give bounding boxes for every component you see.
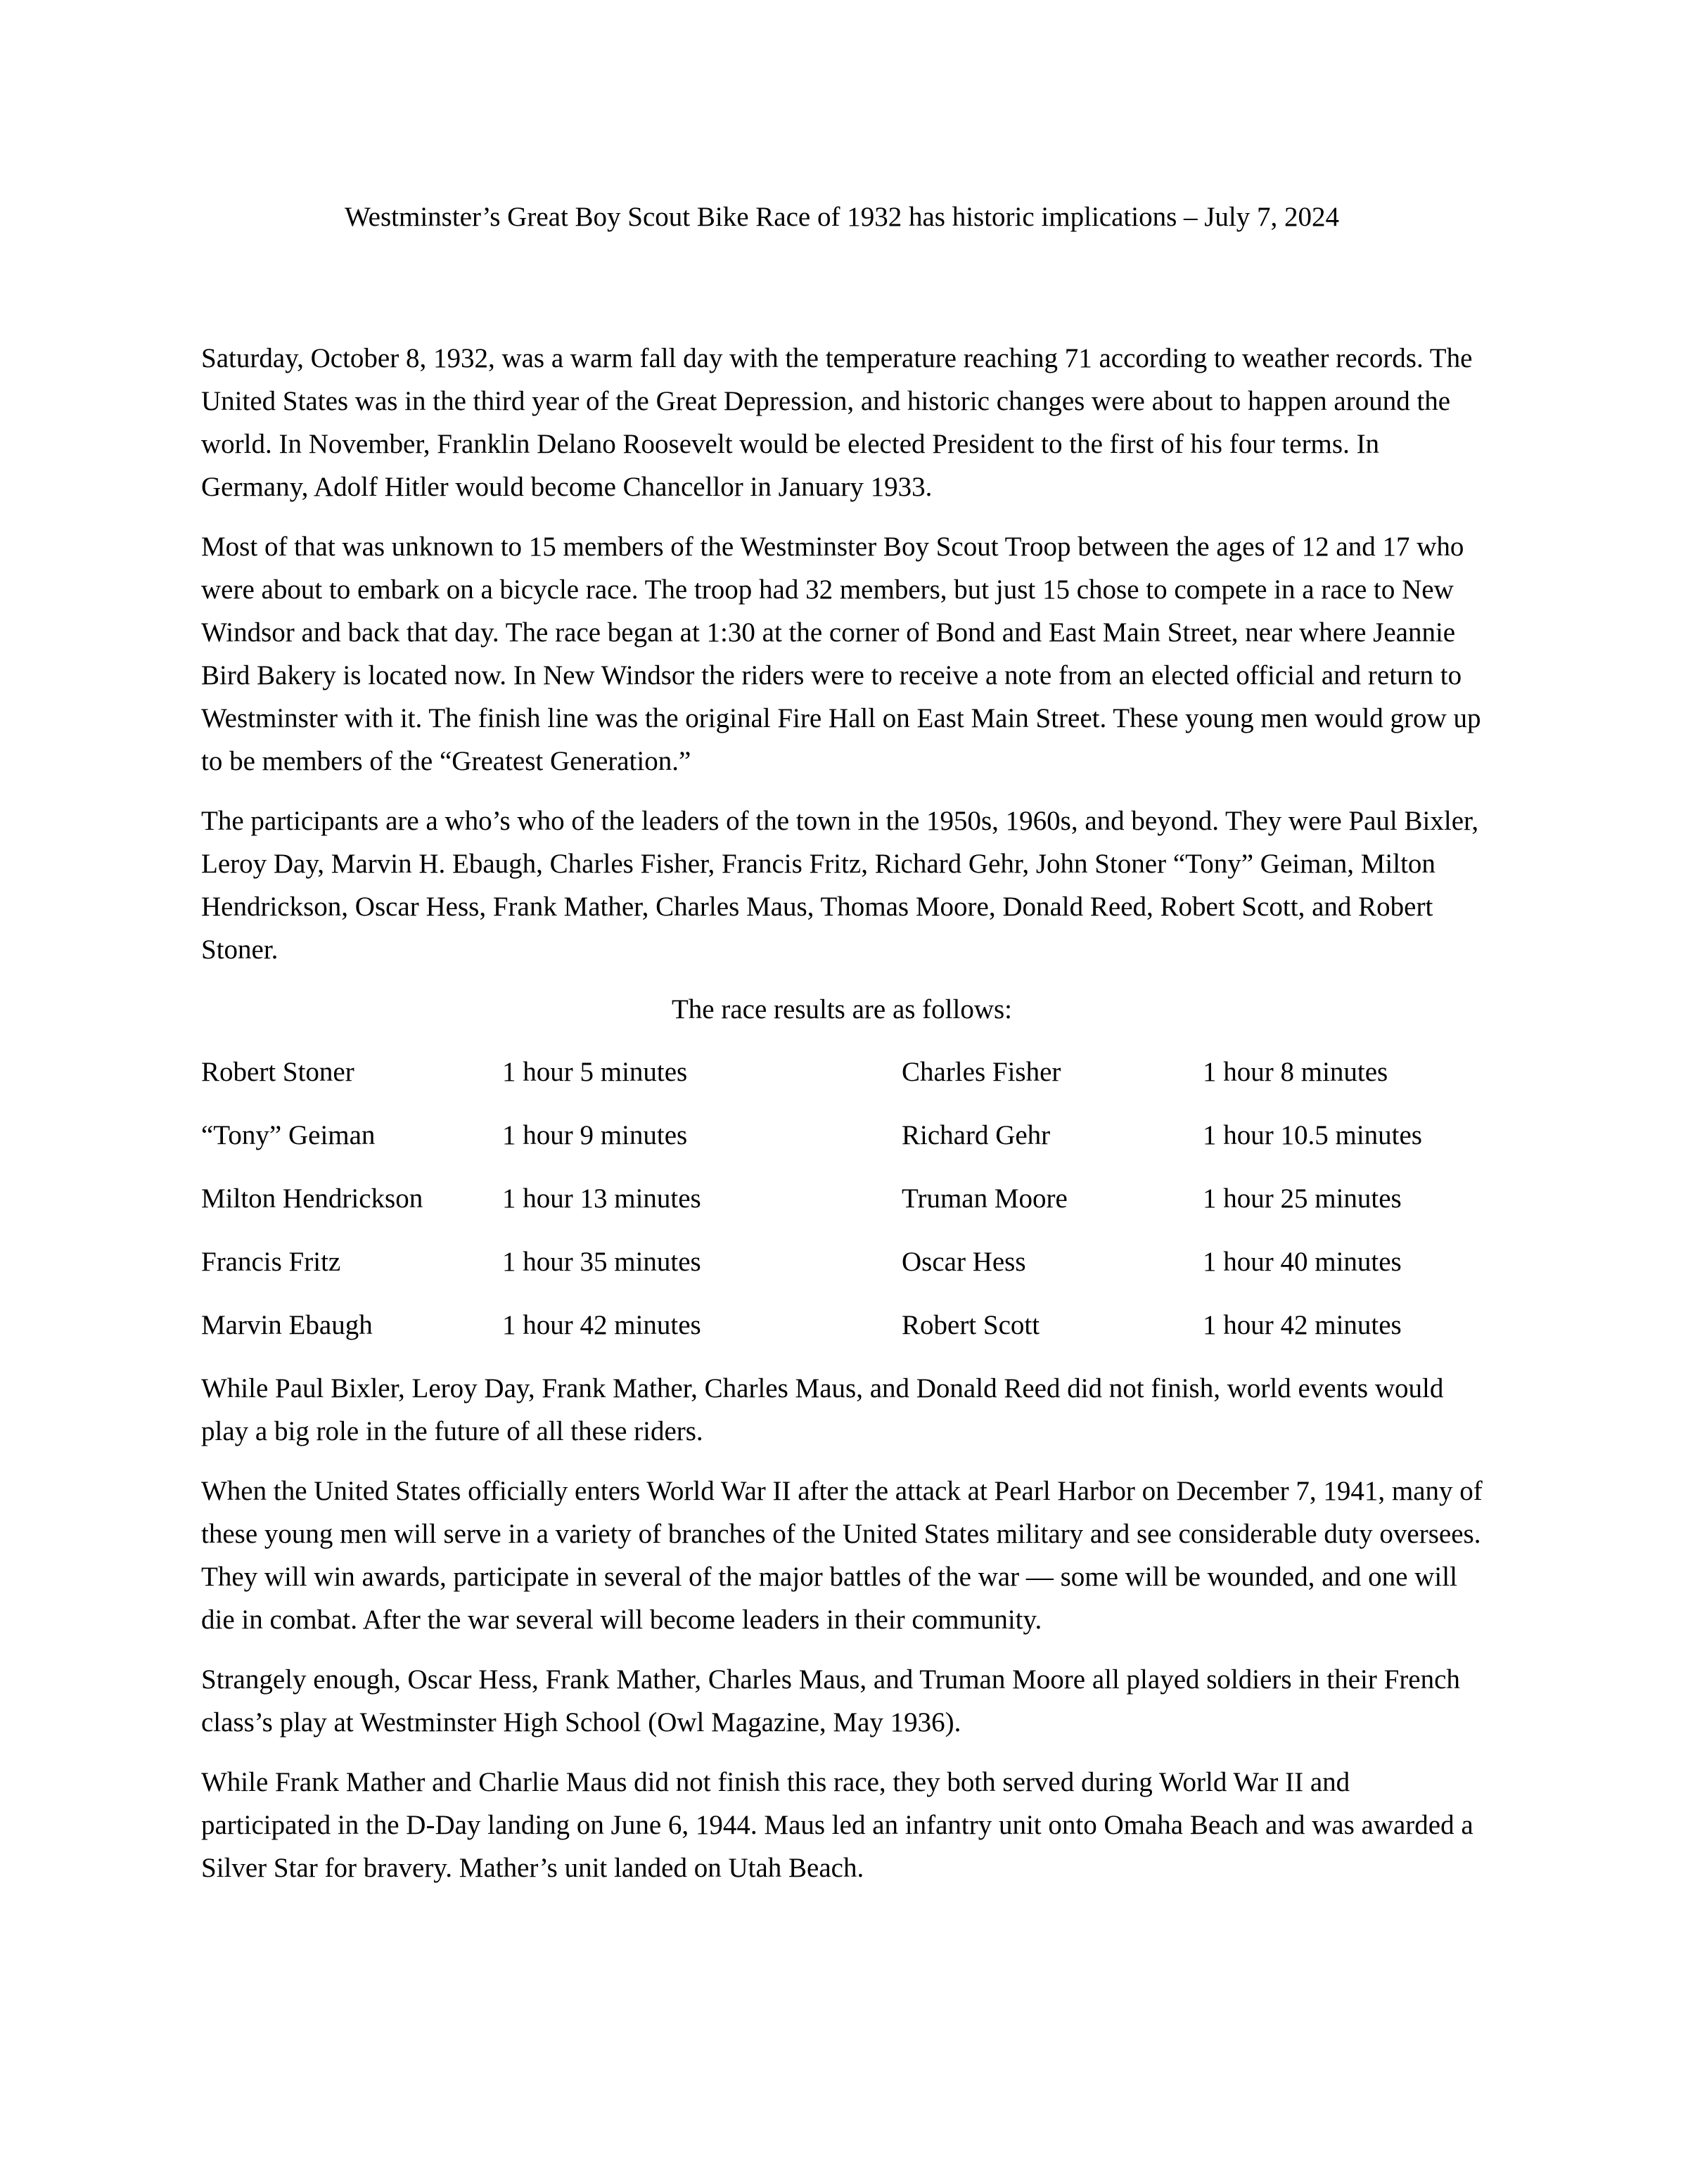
results-row: [201, 1240, 1483, 1283]
rider-time: 1 hour 42 minutes: [1203, 1310, 1402, 1340]
rider-name: Francis Fritz: [201, 1247, 341, 1277]
rider-time: 1 hour 40 minutes: [1203, 1247, 1402, 1277]
rider-name: Milton Hendrickson: [201, 1183, 423, 1214]
results-row: [201, 1051, 1483, 1093]
rider-time: 1 hour 25 minutes: [1203, 1183, 1402, 1214]
rider-name: Robert Scott: [902, 1310, 1040, 1340]
paragraph-closing-1: While Paul Bixler, Leroy Day, Frank Mather, Charles Maus, and Donald Reed did not finish, world events would play a big role in the future of all these riders.: [201, 1373, 1444, 1446]
rider-name: Oscar Hess: [902, 1247, 1026, 1277]
rider-name: Richard Gehr: [902, 1120, 1051, 1150]
race-results-table: [201, 1051, 1483, 1347]
rider-time: 1 hour 9 minutes: [502, 1120, 688, 1150]
rider-time: 1 hour 42 minutes: [502, 1310, 701, 1340]
results-row: [201, 1304, 1483, 1347]
results-row: [201, 1177, 1483, 1220]
paragraph-intro-3: The participants are a who’s who of the leaders of the town in the 1950s, 1960s, and beyond. They were Paul Bixler, Leroy Day, Marvin H. Ebaugh, Charles Fisher, Francis Fritz, Richard Gehr, John Stoner “Tony” Geiman, Milton Hendrickson, Oscar Hess, Frank Mather, Charles Maus, Thomas Moore, Donald Reed, Robert Scott, and Robert Stoner.: [201, 806, 1479, 965]
rider-name: Robert Stoner: [201, 1057, 354, 1087]
rider-time: 1 hour 10.5 minutes: [1203, 1120, 1422, 1150]
rider-name: “Tony” Geiman: [201, 1120, 376, 1150]
rider-time: 1 hour 13 minutes: [502, 1183, 701, 1214]
results-heading: The race results are as follows:: [671, 994, 1013, 1024]
paragraph-closing-3: Strangely enough, Oscar Hess, Frank Mather, Charles Maus, and Truman Moore all played soldiers in their French class’s play at Westminster High School (Owl Magazine, May 1936).: [201, 1664, 1460, 1737]
rider-time: 1 hour 8 minutes: [1203, 1057, 1388, 1087]
rider-name: Truman Moore: [902, 1183, 1068, 1214]
paragraph-intro-2: Most of that was unknown to 15 members of the Westminster Boy Scout Troop between the ages of 12 and 17 who were about to embark on a bicycle race. The troop had 32 members, but just 15 chose to compete in a race to New Windsor and back that day. The race began at 1:30 at the corner of Bond and East Main Street, near where Jeannie Bird Bakery is located now. In New Windsor the riders were to receive a note from an elected official and return to Westminster with it. The finish line was the original Fire Hall on East Main Street. These young men would grow up to be members of the “Greatest Generation.”: [201, 532, 1481, 776]
document-title: Westminster’s Great Boy Scout Bike Race of 1932 has historic implications – July 7, 2024: [344, 202, 1340, 232]
rider-name: Charles Fisher: [902, 1057, 1061, 1087]
paragraph-intro-1: Saturday, October 8, 1932, was a warm fall day with the temperature reaching 71 according to weather records. The United States was in the third year of the Great Depression, and historic changes were about to happen around the world. In November, Franklin Delano Roosevelt would be elected President to the first of his four terms. In Germany, Adolf Hitler would become Chancellor in January 1933.: [201, 343, 1473, 502]
results-row: [201, 1114, 1483, 1157]
rider-time: 1 hour 35 minutes: [502, 1247, 701, 1277]
paragraph-closing-2: When the United States officially enters World War II after the attack at Pearl Harbor on December 7, 1941, many of these young men will serve in a variety of branches of the United States military and see considerable duty oversees. They will win awards, participate in several of the major battles of the war — some will be wounded, and one will die in combat. After the war several will become leaders in their community.: [201, 1476, 1483, 1635]
paragraph-closing-4: While Frank Mather and Charlie Maus did not finish this race, they both served during World War II and participated in the D-Day landing on June 6, 1944. Maus led an infantry unit onto Omaha Beach and was awarded a Silver Star for bravery. Mather’s unit landed on Utah Beach.: [201, 1767, 1473, 1883]
rider-name: Marvin Ebaugh: [201, 1310, 373, 1340]
rider-time: 1 hour 5 minutes: [502, 1057, 688, 1087]
